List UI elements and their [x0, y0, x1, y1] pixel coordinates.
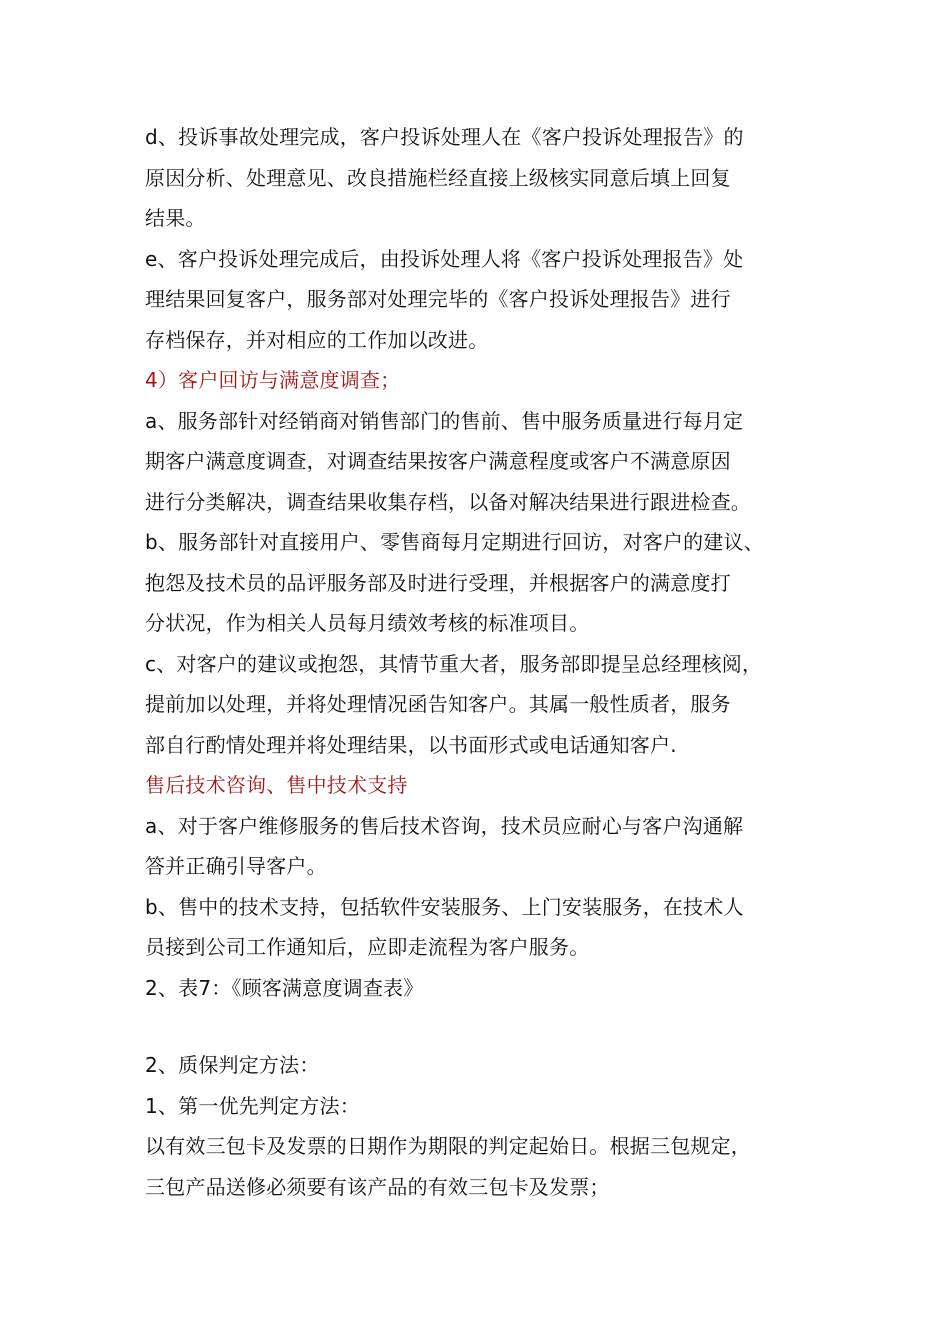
section-heading-tech-support: 售后技术咨询、售中技术支持 [145, 773, 408, 797]
subsection-heading-first-method: 1、第一优先判定方法： [145, 1093, 360, 1118]
paragraph-line-e-2: 理结果回复客户，服务部对处理完毕的《客户投诉处理报告》进行 [145, 287, 731, 311]
paragraph-line-b-2: 抱怨及技术员的品评服务部及时进行受理，并根据客户的满意度打 [145, 570, 731, 595]
table-reference-line: 2、表7：《顾客满意度调查表》 [145, 975, 424, 1000]
paragraph-line-tech-a-1: a、对于客户维修服务的售后技术咨询，技术员应耐心与客户沟通解 [145, 813, 744, 838]
paragraph-line-a-1: a、服务部针对经销商对销售部门的售前、售中服务质量进行每月定 [145, 408, 744, 433]
paragraph-line-tech-b-2: 员接到公司工作通知后，应即走流程为客户服务。 [145, 935, 590, 959]
paragraph-line-d-1: d、投诉事故处理完成，客户投诉处理人在《客户投诉处理报告》的 [145, 125, 744, 149]
paragraph-line-warranty-2: 三包产品送修必须要有该产品的有效三包卡及发票； [145, 1174, 610, 1199]
paragraph-line-d-2: 原因分析、处理意见、改良措施栏经直接上级核实同意后填上回复 [145, 165, 731, 190]
paragraph-line-d-3: 结果。 [145, 206, 206, 230]
section-heading-warranty: 2、质保判定方法： [145, 1053, 320, 1077]
document-body [145, 117, 815, 1207]
paragraph-line-e-3: 存档保存，并对相应的工作加以改进。 [145, 327, 489, 352]
paragraph-line-a-2: 期客户满意度调查，对调查结果按客户满意程度或客户不满意原因 [145, 449, 731, 473]
paragraph-line-tech-a-2: 答并正确引导客户。 [145, 854, 327, 878]
paragraph-line-c-2: 提前加以处理，并将处理情况函告知客户。其属一般性质者，服务 [145, 692, 731, 716]
paragraph-line-c-3: 部自行酌情处理并将处理结果，以书面形式或电话通知客户. [145, 732, 677, 757]
paragraph-line-tech-b-1: b、售中的技术支持，包括软件安装服务、上门安装服务，在技术人 [145, 894, 744, 919]
paragraph-line-b-3: 分状况，作为相关人员每月绩效考核的标准项目。 [145, 611, 590, 635]
paragraph-line-a-3: 进行分类解决，调查结果收集存档，以备对解决结果进行跟进检查。 [145, 489, 751, 514]
section-heading-customer-survey: 4）客户回访与满意度调查； [145, 368, 401, 392]
paragraph-line-e-1: e、客户投诉处理完成后，由投诉处理人将《客户投诉处理报告》处 [145, 246, 744, 271]
paragraph-line-warranty-1: 以有效三包卡及发票的日期作为期限的判定起始日。根据三包规定， [145, 1134, 751, 1158]
paragraph-line-b-1: b、服务部针对直接用户、零售商每月定期进行回访，对客户的建议、 [145, 530, 764, 554]
paragraph-line-c-1: c、对客户的建议或抱怨，其情节重大者，服务部即提呈总经理核阅， [145, 651, 763, 676]
